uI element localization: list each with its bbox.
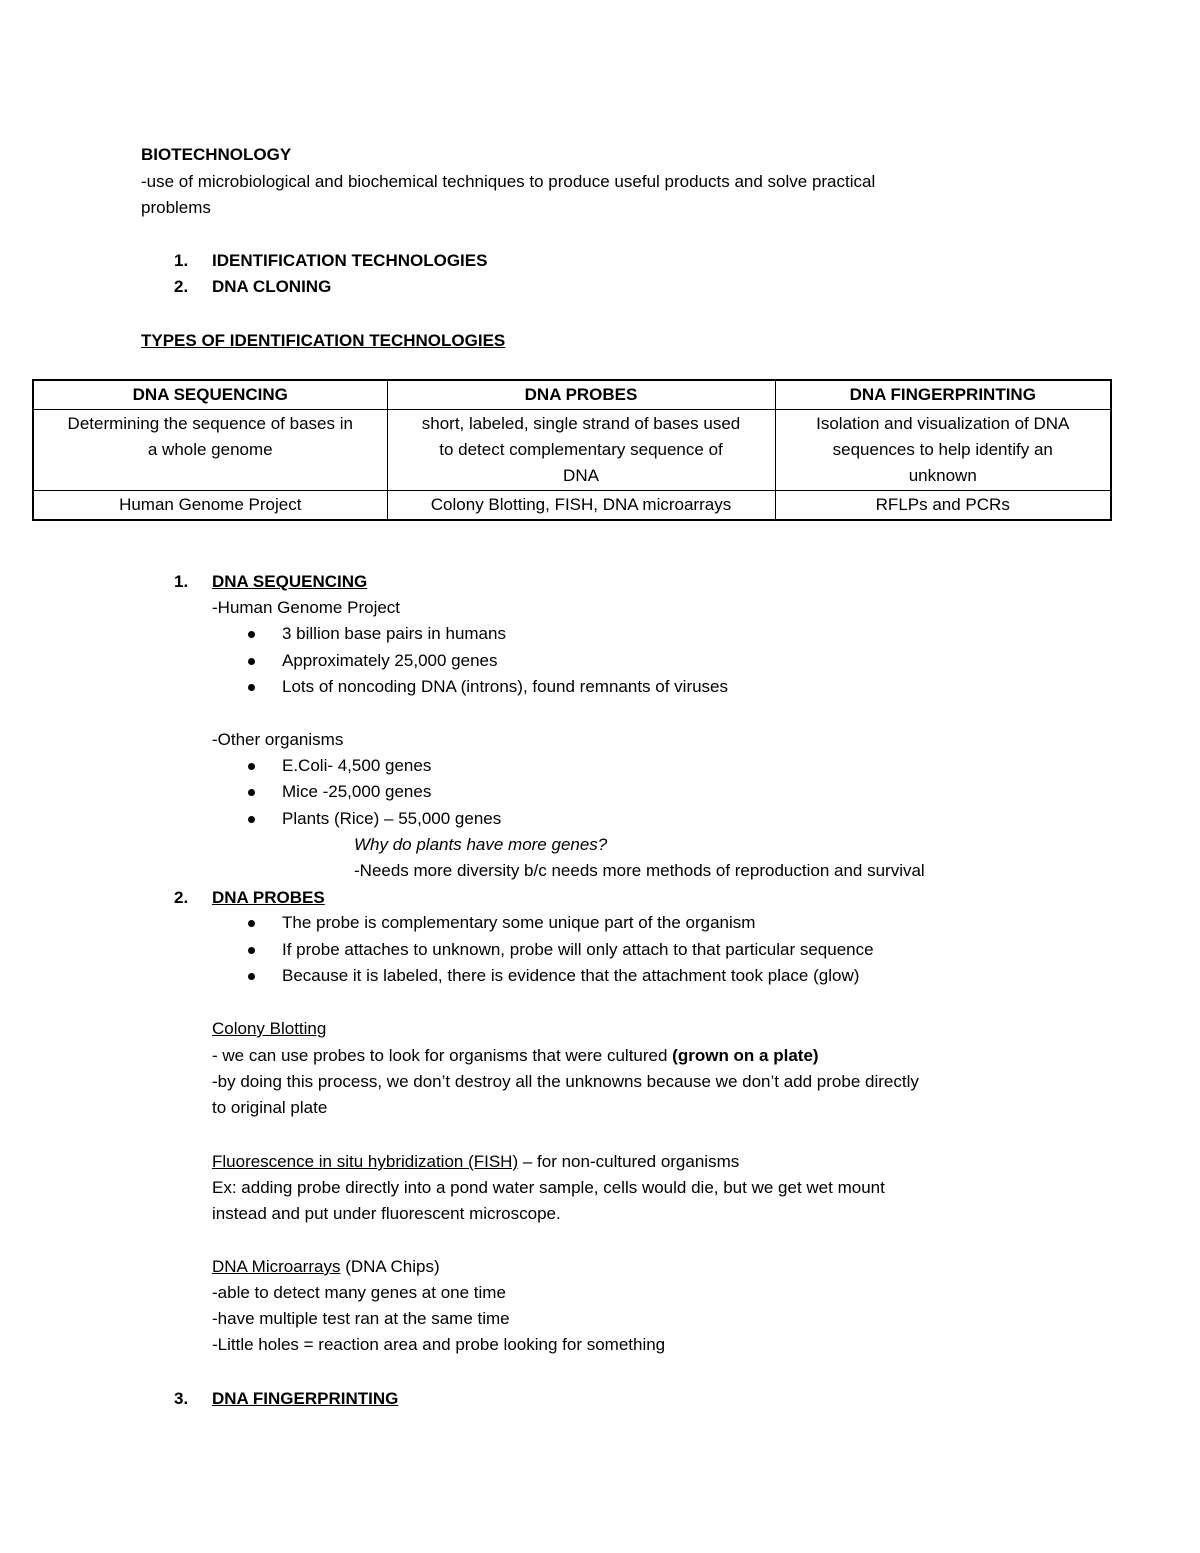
subheading: -Human Genome Project — [212, 598, 401, 617]
bullet-icon — [248, 631, 255, 638]
bullet-text: If probe attaches to unknown, probe will only attach to that particular sequence — [282, 940, 874, 959]
bullet-icon — [248, 920, 255, 927]
bullet-text: 3 billion base pairs in humans — [282, 624, 506, 643]
cell-line: unknown — [908, 466, 977, 485]
cell-line: short, labeled, single strand of bases used — [421, 414, 741, 433]
cell-line: DNA — [563, 466, 599, 485]
doc-title: BIOTECHNOLOGY — [141, 145, 292, 164]
cell-line: a whole genome — [147, 440, 273, 459]
paragraph-line: -able to detect many genes at one time — [212, 1283, 506, 1302]
list-item — [174, 248, 487, 274]
list-number: 2. — [174, 277, 189, 296]
list-label: IDENTIFICATION TECHNOLOGIES — [212, 251, 488, 270]
definition-line: problems — [141, 198, 211, 217]
bullet-text: Because it is labeled, there is evidence that the attachment took place (glow) — [282, 966, 860, 985]
bullet-text: Plants (Rice) – 55,000 genes — [282, 809, 502, 828]
fish-heading: Fluorescence in situ hybridization (FISH) — [212, 1152, 519, 1171]
question-text: Why do plants have more genes? — [354, 835, 608, 854]
paragraph-line: to original plate — [212, 1098, 328, 1117]
bullet-text: Mice -25,000 genes — [282, 782, 432, 801]
cell-line: to detect complementary sequence of — [439, 440, 723, 459]
bullet-text: Approximately 25,000 genes — [282, 651, 498, 670]
paragraph-line: Ex: adding probe directly into a pond water sample, cells would die, but we get wet mount — [212, 1178, 885, 1197]
table-cell — [775, 410, 1111, 491]
section-title: DNA SEQUENCING — [212, 572, 368, 591]
bullet-icon — [248, 763, 255, 770]
table-cell: RFLPs and PCRs — [775, 491, 1111, 521]
bullet-icon — [248, 684, 255, 691]
bullet-icon — [248, 789, 255, 796]
table-header: DNA SEQUENCING — [33, 380, 387, 410]
bullet-icon — [248, 658, 255, 665]
table-header: DNA PROBES — [387, 380, 775, 410]
table-cell — [33, 410, 387, 491]
section-number: 1. — [174, 572, 189, 591]
list-label: DNA CLONING — [212, 277, 332, 296]
table-cell: Colony Blotting, FISH, DNA microarrays — [387, 491, 775, 521]
types-heading: TYPES OF IDENTIFICATION TECHNOLOGIES — [141, 331, 506, 350]
section-title: DNA PROBES — [212, 888, 325, 907]
text-run-bold: (grown on a plate) — [672, 1046, 819, 1065]
table-row — [33, 491, 1111, 521]
paragraph-line — [212, 1043, 819, 1069]
list-item — [174, 274, 331, 300]
text-run: (DNA Chips) — [340, 1257, 440, 1276]
colony-blotting-heading: Colony Blotting — [212, 1019, 327, 1038]
definition-line: -use of microbiological and biochemical techniques to produce useful products and solve practical — [141, 172, 876, 191]
bullet-text: E.Coli- 4,500 genes — [282, 756, 432, 775]
subheading: -Other organisms — [212, 730, 344, 749]
cell-line: Determining the sequence of bases in — [67, 414, 353, 433]
paragraph-line: -Little holes = reaction area and probe looking for something — [212, 1335, 666, 1354]
identification-table — [32, 379, 1112, 521]
bullet-text: Lots of noncoding DNA (introns), found remnants of viruses — [282, 677, 729, 696]
microarrays-heading: DNA Microarrays — [212, 1257, 341, 1276]
table-cell — [387, 410, 775, 491]
bullet-icon — [248, 947, 255, 954]
section-heading — [174, 885, 325, 911]
paragraph-line: -have multiple test ran at the same time — [212, 1309, 510, 1328]
bullet-icon — [248, 973, 255, 980]
section-number: 2. — [174, 888, 189, 907]
bullet-text: The probe is complementary some unique part of the organism — [282, 913, 756, 932]
text-run: - we can use probes to look for organisms that were cultured — [212, 1046, 673, 1065]
table-header-row — [33, 380, 1111, 410]
text-run: – for non-cultured organisms — [518, 1152, 740, 1171]
paragraph-line: instead and put under fluorescent microscope. — [212, 1204, 561, 1223]
answer-text: -Needs more diversity b/c needs more methods of reproduction and survival — [354, 861, 925, 880]
list-number: 1. — [174, 251, 189, 270]
table-header: DNA FINGERPRINTING — [775, 380, 1111, 410]
section-number: 3. — [174, 1389, 189, 1408]
section-heading — [174, 1386, 398, 1412]
cell-line: Isolation and visualization of DNA — [816, 414, 1070, 433]
table-row — [33, 410, 1111, 491]
table-cell: Human Genome Project — [33, 491, 387, 521]
paragraph-line: -by doing this process, we don’t destroy all the unknowns because we don’t add probe directly — [212, 1072, 919, 1091]
fish-heading-line — [212, 1149, 739, 1175]
cell-line: sequences to help identify an — [832, 440, 1053, 459]
section-heading — [174, 569, 367, 595]
bullet-icon — [248, 816, 255, 823]
section-title: DNA FINGERPRINTING — [212, 1389, 399, 1408]
microarrays-heading-line — [212, 1254, 440, 1280]
